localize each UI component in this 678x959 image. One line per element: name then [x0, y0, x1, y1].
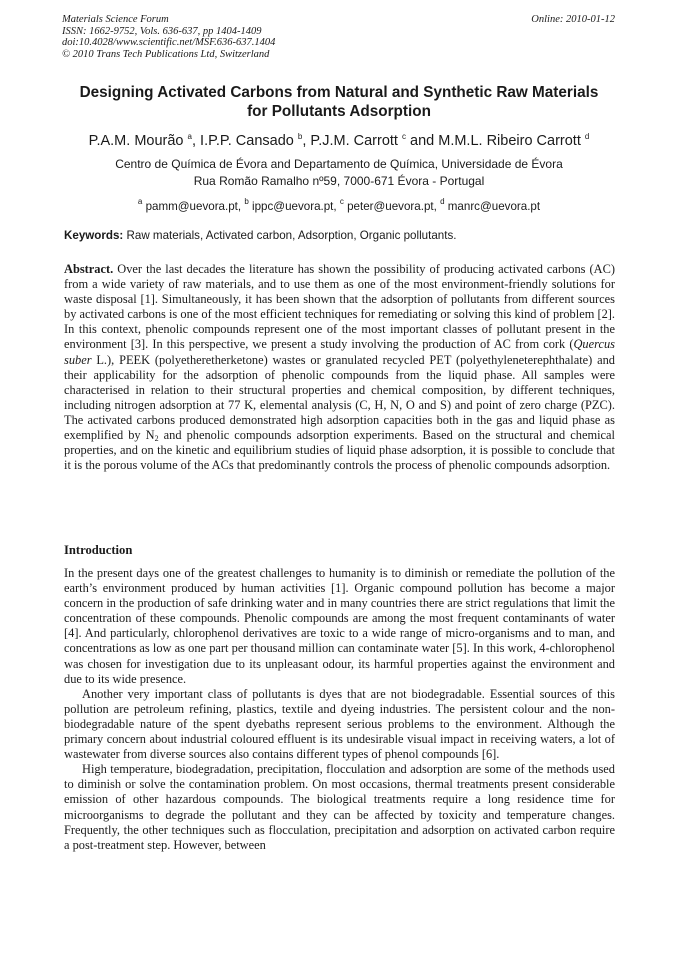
abstract-text: Over the last decades the literature has shown the possibility of producing activated carbons (AC) from a wide variety of raw materials, and to use them as one of the most environment-friendly solutions for waste disposal [1]. Simultaneously, it has been shown that the adsorption of pollutants from different sources by activated carbons is one of the most efficient techniques for remediating or solving this kind of problem [2]. In this context, phenolic compounds represent one of the most important classes of pollutant present in the environment [3]. In this perspective, we present a study involving the production of AC from cork ( — [64, 262, 615, 352]
email-address[interactable]: manrc@uevora.pt — [447, 200, 541, 213]
issn-line: ISSN: 1662-9752, Vols. 636-637, pp 1404-1409 — [62, 25, 262, 37]
author-affil-mark: a — [187, 132, 192, 141]
author-affil-mark: d — [584, 132, 590, 141]
email-mark: a — [137, 197, 143, 206]
affiliation-line-2: Rua Romão Ramalho nº59, 7000-671 Évora - Portugal — [193, 173, 485, 188]
online-date: Online: 2010-01-12 — [531, 14, 615, 25]
keywords-text: Raw materials, Activated carbon, Adsorption, Organic pollutants. — [126, 229, 457, 242]
copyright-line: © 2010 Trans Tech Publications Ltd, Switzerland — [62, 48, 270, 60]
author-name: I.P.P. Cansado — [200, 133, 294, 149]
paragraph: In the present days one of the greatest challenges to humanity is to diminish or remediate the pollution of the earth’s environment produced by human activities [1]. Organic compound pollution has become a major concern in the production of safe drinking water and in many countries there are strict regulations that limit the concentration of these compounds. Phenolic compounds are among the most frequent contaminants of water [4]. And particularly, chlorophenol derivatives are toxic to a wide range of micro-organisms and to man, and concentrations as low as one part per thousand million can contaminate water [5]. In this work, 4-chlorophenol was chosen for investigation due to its unpleasant odour, its harmful properties against the environment and due to its wide presence. — [64, 566, 615, 686]
abstract-text: and phenolic compounds adsorption experiments. Based on the structural and chemical properties, and on the kinetic and equilibrium studies of liquid phase adsorption, it is possible to conclude that it is the porous volume of the ACs that predominantly controls the process of phenolic compounds adsorption. — [64, 428, 615, 473]
species-name: Quercus suber — [64, 337, 615, 367]
email-mark: c — [339, 197, 344, 206]
journal-name: Materials Science Forum — [62, 14, 169, 25]
author-separator: , — [302, 133, 311, 149]
email-list — [40, 195, 638, 214]
email-address[interactable]: ippc@uevora.pt, — [252, 200, 340, 213]
title-line-2: for Pollutants Adsorption — [247, 103, 431, 120]
abstract-text: L.), PEEK (polyetheretherketone) wastes or granulated recycled PET (polyethyleneterephthalate) and their applicability for the adsorption of phenolic compounds from the liquid phase. All samples were characterised in relation to their structural properties and chemical composition, by different techniques, including nitrogen adsorption at 77 K, elemental analysis (C, H, N, O and S) and point of zero charge (PZC). The activated carbons produced demonstrated high adsorption capacities both in the gas and liquid phase as exemplified by N — [64, 352, 615, 443]
abstract-label: Abstract. — [64, 262, 114, 276]
email-address[interactable]: pamm@uevora.pt, — [145, 200, 245, 213]
author-affil-mark: b — [297, 132, 303, 141]
author-affil-mark: c — [401, 132, 406, 141]
email-mark: b — [244, 197, 249, 206]
doi-line: doi:10.4028/www.scientific.net/MSF.636-637.1404 — [62, 37, 276, 49]
author-name: P.A.M. Mourão — [88, 133, 184, 149]
email-address[interactable]: peter@uevora.pt, — [347, 200, 441, 213]
journal-header — [62, 14, 615, 60]
subscript: 2 — [154, 434, 159, 444]
paragraph: High temperature, biodegradation, precipitation, flocculation and adsorption are some of the methods used to diminish or solve the contamination problem. On most occasions, thermal treatments present considerable emission of other hazardous compounds. The biological treatments require a long residence time for microorganisms to degrade the pollutant and they can be affected by toxicity and temperature changes. Frequently, the other techniques such as flocculation, precipitation and adsorption on activated carbon require a post-treatment step. However, between — [64, 762, 615, 852]
author-name: M.M.L. Ribeiro Carrott — [438, 133, 581, 149]
paragraph: Another very important class of pollutants is dyes that are not biodegradable. Essential sources of this pollution are petroleum refining, plastics, textile and dyeing industries. The persistent colour and the non-biodegradable nature of the spent dyebaths represent serious problems to the environment. Although the primary concern about industrial coloured effluent is its undesirable visual impact in receiving waters, a lot of wastewater from diverse sources also contains different types of phenol compounds [6]. — [64, 686, 615, 762]
paper-title — [40, 83, 638, 121]
author-list — [30, 128, 648, 150]
author-name: P.J.M. Carrott — [310, 133, 398, 149]
affiliation-line-1: Centro de Química de Évora and Departamento de Química, Universidade de Évora — [115, 157, 563, 171]
introduction-body — [64, 566, 615, 853]
section-heading: Introduction — [64, 543, 133, 557]
email-mark: d — [440, 197, 445, 206]
title-line-1: Designing Activated Carbons from Natural and Synthetic Raw Materials — [79, 84, 599, 101]
keywords — [64, 229, 617, 243]
affiliation — [40, 156, 638, 189]
author-separator: and — [405, 133, 439, 149]
keywords-label: Keywords: — [64, 229, 124, 242]
author-separator: , — [191, 133, 201, 149]
abstract — [64, 262, 615, 473]
